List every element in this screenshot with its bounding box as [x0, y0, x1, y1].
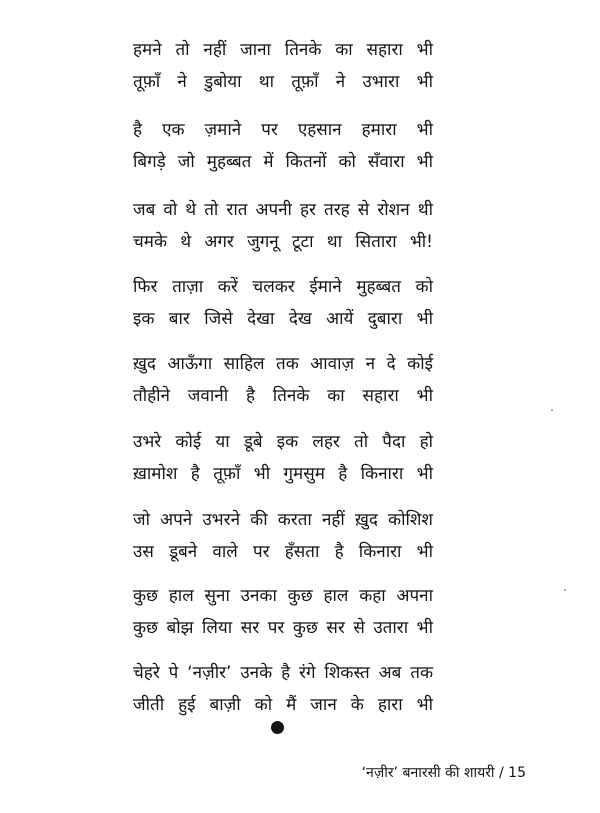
poem-line: कुछ हाल सुना उनका कुछ हाल कहा अपना [133, 586, 433, 606]
poem-line: जो अपने उभरने की करता नहीं ख़ुद कोशिश [133, 510, 433, 530]
paper-speck [564, 589, 566, 591]
stanza [133, 426, 433, 490]
poem-line: है एक ज़माने पर एहसान हमारा भी [133, 120, 433, 140]
poem-line: इक बार जिसे देखा देख आयें दुबारा भी [133, 309, 433, 329]
stanza [133, 34, 433, 98]
stanza [133, 657, 433, 721]
poem-line: उस डूबने वाले पर हँसता है किनारा भी [133, 542, 433, 562]
page-footer: ‘नज़ीर’ बनारसी की शायरी / 15 [361, 765, 526, 781]
poem-line: जब वो थे तो रात अपनी हर तरह से रोशन थी [133, 200, 433, 220]
stanza [133, 348, 433, 412]
poem-line: चेहरे पे ‘नज़ीर’ उनके है रंगे शिकस्त अब तक [133, 663, 433, 683]
paper-speck [551, 409, 553, 411]
stanza [133, 114, 433, 178]
poem-line: चमके थे अगर जुगनू टूटा था सितारा भी! [133, 232, 433, 252]
poem-line: तूफ़ाँ ने डुबोया था तूफ़ाँ ने उभारा भी [133, 72, 433, 92]
stanza [133, 271, 433, 335]
poem-line: हमने तो नहीं जाना तिनके का सहारा भी [133, 40, 433, 60]
stanza [133, 194, 433, 258]
poem-line: कुछ बोझ लिया सर पर कुछ सर से उतारा भी [133, 618, 433, 638]
poem-line: ख़ामोश है तूफ़ाँ भी गुमसुम है किनारा भी [133, 464, 433, 484]
bullet-ornament [271, 721, 284, 734]
stanza [133, 504, 433, 568]
poem-line: फिर ताज़ा करें चलकर ईमाने मुहब्बत को [133, 277, 433, 297]
poem-line: ख़ुद आऊँगा साहिल तक आवाज़ न दे कोई [133, 354, 433, 374]
stanza [133, 580, 433, 644]
poem-line: जीती हुई बाज़ी को मैं जान के हारा भी [133, 695, 433, 715]
poem-line: उभरे कोई या डूबे इक लहर तो पैदा हो [133, 432, 433, 452]
poem-line: तौहीने जवानी है तिनके का सहारा भी [133, 386, 433, 406]
poem-line: बिगड़े जो मुहब्बत में कितनों को सँवारा भी [133, 152, 433, 172]
